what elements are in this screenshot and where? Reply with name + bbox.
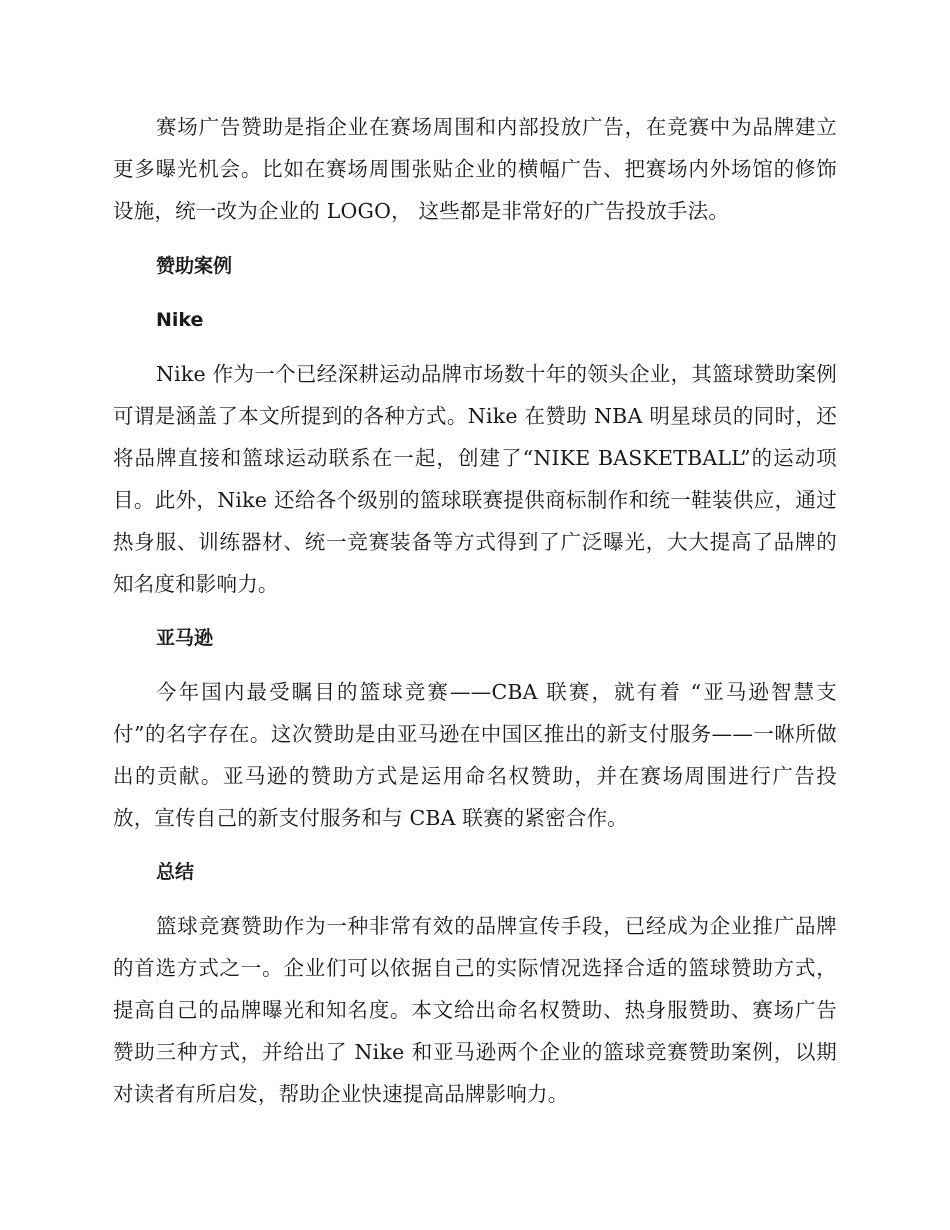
document-page bbox=[113, 106, 837, 1115]
paragraph-ad-sponsorship: 赛场广告赞助是指企业在赛场周围和内部投放广告，在竞赛中为品牌建立更多曝光机会。比如在赛场周围张贴企业的横幅广告、把赛场内外场馆的修饰设施，统一改为企业的 LOGO， 这些都是非常好的广告投放手法。 bbox=[113, 115, 837, 223]
heading-amazon: 亚马逊 bbox=[156, 627, 214, 649]
heading-nike: Nike bbox=[156, 309, 204, 331]
paragraph-summary: 篮球竞赛赞助作为一种非常有效的品牌宣传手段，已经成为企业推广品牌的首选方式之一。企业们可以依据自己的实际情况选择合适的篮球赞助方式，提高自己的品牌曝光和知名度。本文给出命名权赞助、热身服赞助、赛场广告赞助三种方式，并给出了 Nike 和亚马逊两个企业的篮球竞赛赞助案例，以期对读者有所启发，帮助企业快速提高品牌影响力。 bbox=[113, 914, 837, 1106]
paragraph-nike: Nike 作为一个已经深耕运动品牌市场数十年的领头企业，其篮球赞助案例可谓是涵盖了本文所提到的各种方式。Nike 在赞助 NBA 明星球员的同时，还将品牌直接和篮球运动联系在一起，创建了“NIKE BASKETBALL”的运动项目。此外，Nike 还给各个级别的篮球联赛提供商标制作和统一鞋装供应，通过热身服、训练器材、统一竞赛装备等方式得到了广泛曝光，大大提高了品牌的知名度和影响力。 bbox=[113, 362, 837, 596]
heading-summary: 总结 bbox=[156, 861, 195, 883]
paragraph-amazon: 今年国内最受瞩目的篮球竞赛——CBA 联赛，就有着 “亚马逊智慧支付”的名字存在。这次赞助是由亚马逊在中国区推出的新支付服务——一咻所做出的贡献。亚马逊的赞助方式是运用命名权赞助，并在赛场周围进行广告投放，宣传自己的新支付服务和与 CBA 联赛的紧密合作。 bbox=[113, 680, 837, 830]
heading-sponsorship-cases: 赞助案例 bbox=[156, 255, 233, 277]
